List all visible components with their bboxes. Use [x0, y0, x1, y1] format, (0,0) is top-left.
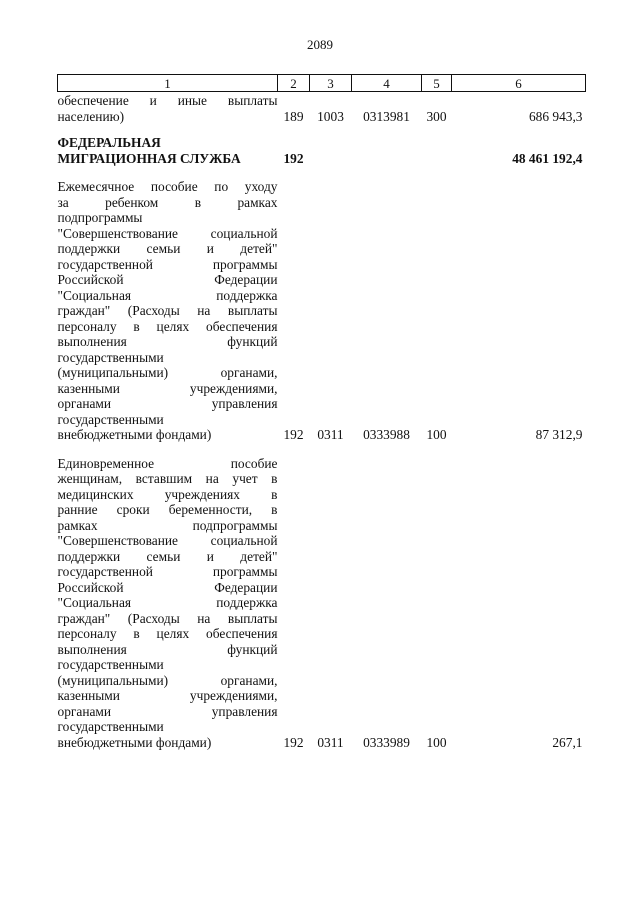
description-line: обеспечение и иные выплаты: [57, 93, 278, 108]
description-line: населению): [57, 108, 125, 124]
description-line: внебюджетными фондами): [57, 734, 212, 750]
column-header: 6: [452, 75, 586, 92]
description-line: государственными: [57, 657, 164, 672]
column-header: 2: [278, 75, 310, 92]
expense-type-code: 100: [426, 734, 447, 750]
description-line: выполнения функций: [57, 334, 278, 349]
description-line: граждан" (Расходы на выплаты: [57, 610, 278, 626]
description-line: государственными: [57, 719, 164, 734]
ministry-code: 189: [283, 108, 304, 124]
row-description: [58, 443, 278, 751]
amount-value: 87 312,9: [535, 427, 583, 442]
row-description: [58, 92, 278, 125]
section-code: [310, 124, 352, 166]
description-line: государственными: [57, 411, 164, 427]
section-code: 0311: [317, 427, 344, 442]
ministry-code: 192: [283, 734, 304, 750]
description-line: за ребенком в рамках: [57, 194, 278, 210]
column-header: 4: [352, 75, 422, 92]
row-description: [58, 124, 278, 166]
description-line: рамках подпрограммы: [57, 517, 278, 533]
section-code: 1003: [317, 108, 344, 124]
column-header: 1: [58, 75, 278, 92]
ministry-code: 192: [283, 150, 304, 166]
target-code: [352, 124, 422, 166]
expense-type-code: 300: [426, 108, 447, 124]
ministry-code: 192: [283, 427, 304, 442]
description-line: казенными учреждениями,: [57, 380, 278, 396]
description-line: органами управления: [57, 703, 278, 719]
section-code: 0311: [317, 734, 344, 750]
column-header: 3: [310, 75, 352, 92]
column-number-header: [58, 75, 586, 92]
description-line: (муниципальными) органами,: [57, 672, 278, 688]
description-line: женщинам, вставшим на учет в: [57, 471, 278, 486]
description-line: государственными: [57, 349, 164, 365]
description-line: (муниципальными) органами,: [57, 365, 278, 380]
budget-table: [57, 74, 586, 750]
table-body: [58, 92, 586, 751]
description-line: "Совершенствование социальной: [57, 533, 278, 548]
description-line: "Социальная поддержка: [57, 287, 278, 303]
description-line: органами управления: [57, 396, 278, 411]
description-line: медицинских учреждениях в: [57, 486, 278, 502]
description-line: "Совершенствование социальной: [57, 225, 278, 241]
description-line: поддержки семьи и детей": [57, 241, 278, 256]
description-line: Российской Федерации: [57, 272, 278, 287]
amount-value: 267,1: [552, 734, 583, 750]
description-line: ФЕДЕРАЛЬНАЯ: [57, 135, 161, 150]
description-line: ранние сроки беременности, в: [57, 502, 278, 517]
table-row: [58, 166, 586, 443]
description-line: государственной программы: [57, 564, 278, 579]
description-line: МИГРАЦИОННАЯ СЛУЖБА: [57, 150, 241, 166]
expense-type-code: [422, 124, 452, 166]
amount-value: 48 461 192,4: [512, 150, 583, 166]
target-code: 0333989: [363, 734, 410, 750]
agency-row: [58, 124, 586, 166]
description-line: "Социальная поддержка: [57, 595, 278, 610]
description-line: персоналу в целях обеспечения: [57, 318, 278, 334]
description-line: поддержки семьи и детей": [57, 548, 278, 564]
column-header: 5: [422, 75, 452, 92]
expense-type-code: 100: [426, 427, 447, 442]
target-code: 0333988: [363, 427, 410, 442]
description-line: выполнения функций: [57, 641, 278, 657]
description-line: персоналу в целях обеспечения: [57, 626, 278, 641]
row-description: [58, 166, 278, 443]
description-line: Ежемесячное пособие по уходу: [57, 179, 278, 194]
amount-value: 686 943,3: [528, 108, 583, 124]
description-line: казенными учреждениями,: [57, 688, 278, 703]
description-line: граждан" (Расходы на выплаты: [57, 303, 278, 318]
table-row: [58, 443, 586, 751]
target-code: 0313981: [363, 108, 410, 124]
page-number: 2089: [307, 37, 333, 52]
description-line: Единовременное пособие: [57, 455, 278, 471]
table-row: [58, 92, 586, 125]
description-line: внебюджетными фондами): [57, 427, 212, 442]
description-line: государственной программы: [57, 256, 278, 272]
description-line: подпрограммы: [57, 210, 143, 225]
description-line: Российской Федерации: [57, 579, 278, 595]
